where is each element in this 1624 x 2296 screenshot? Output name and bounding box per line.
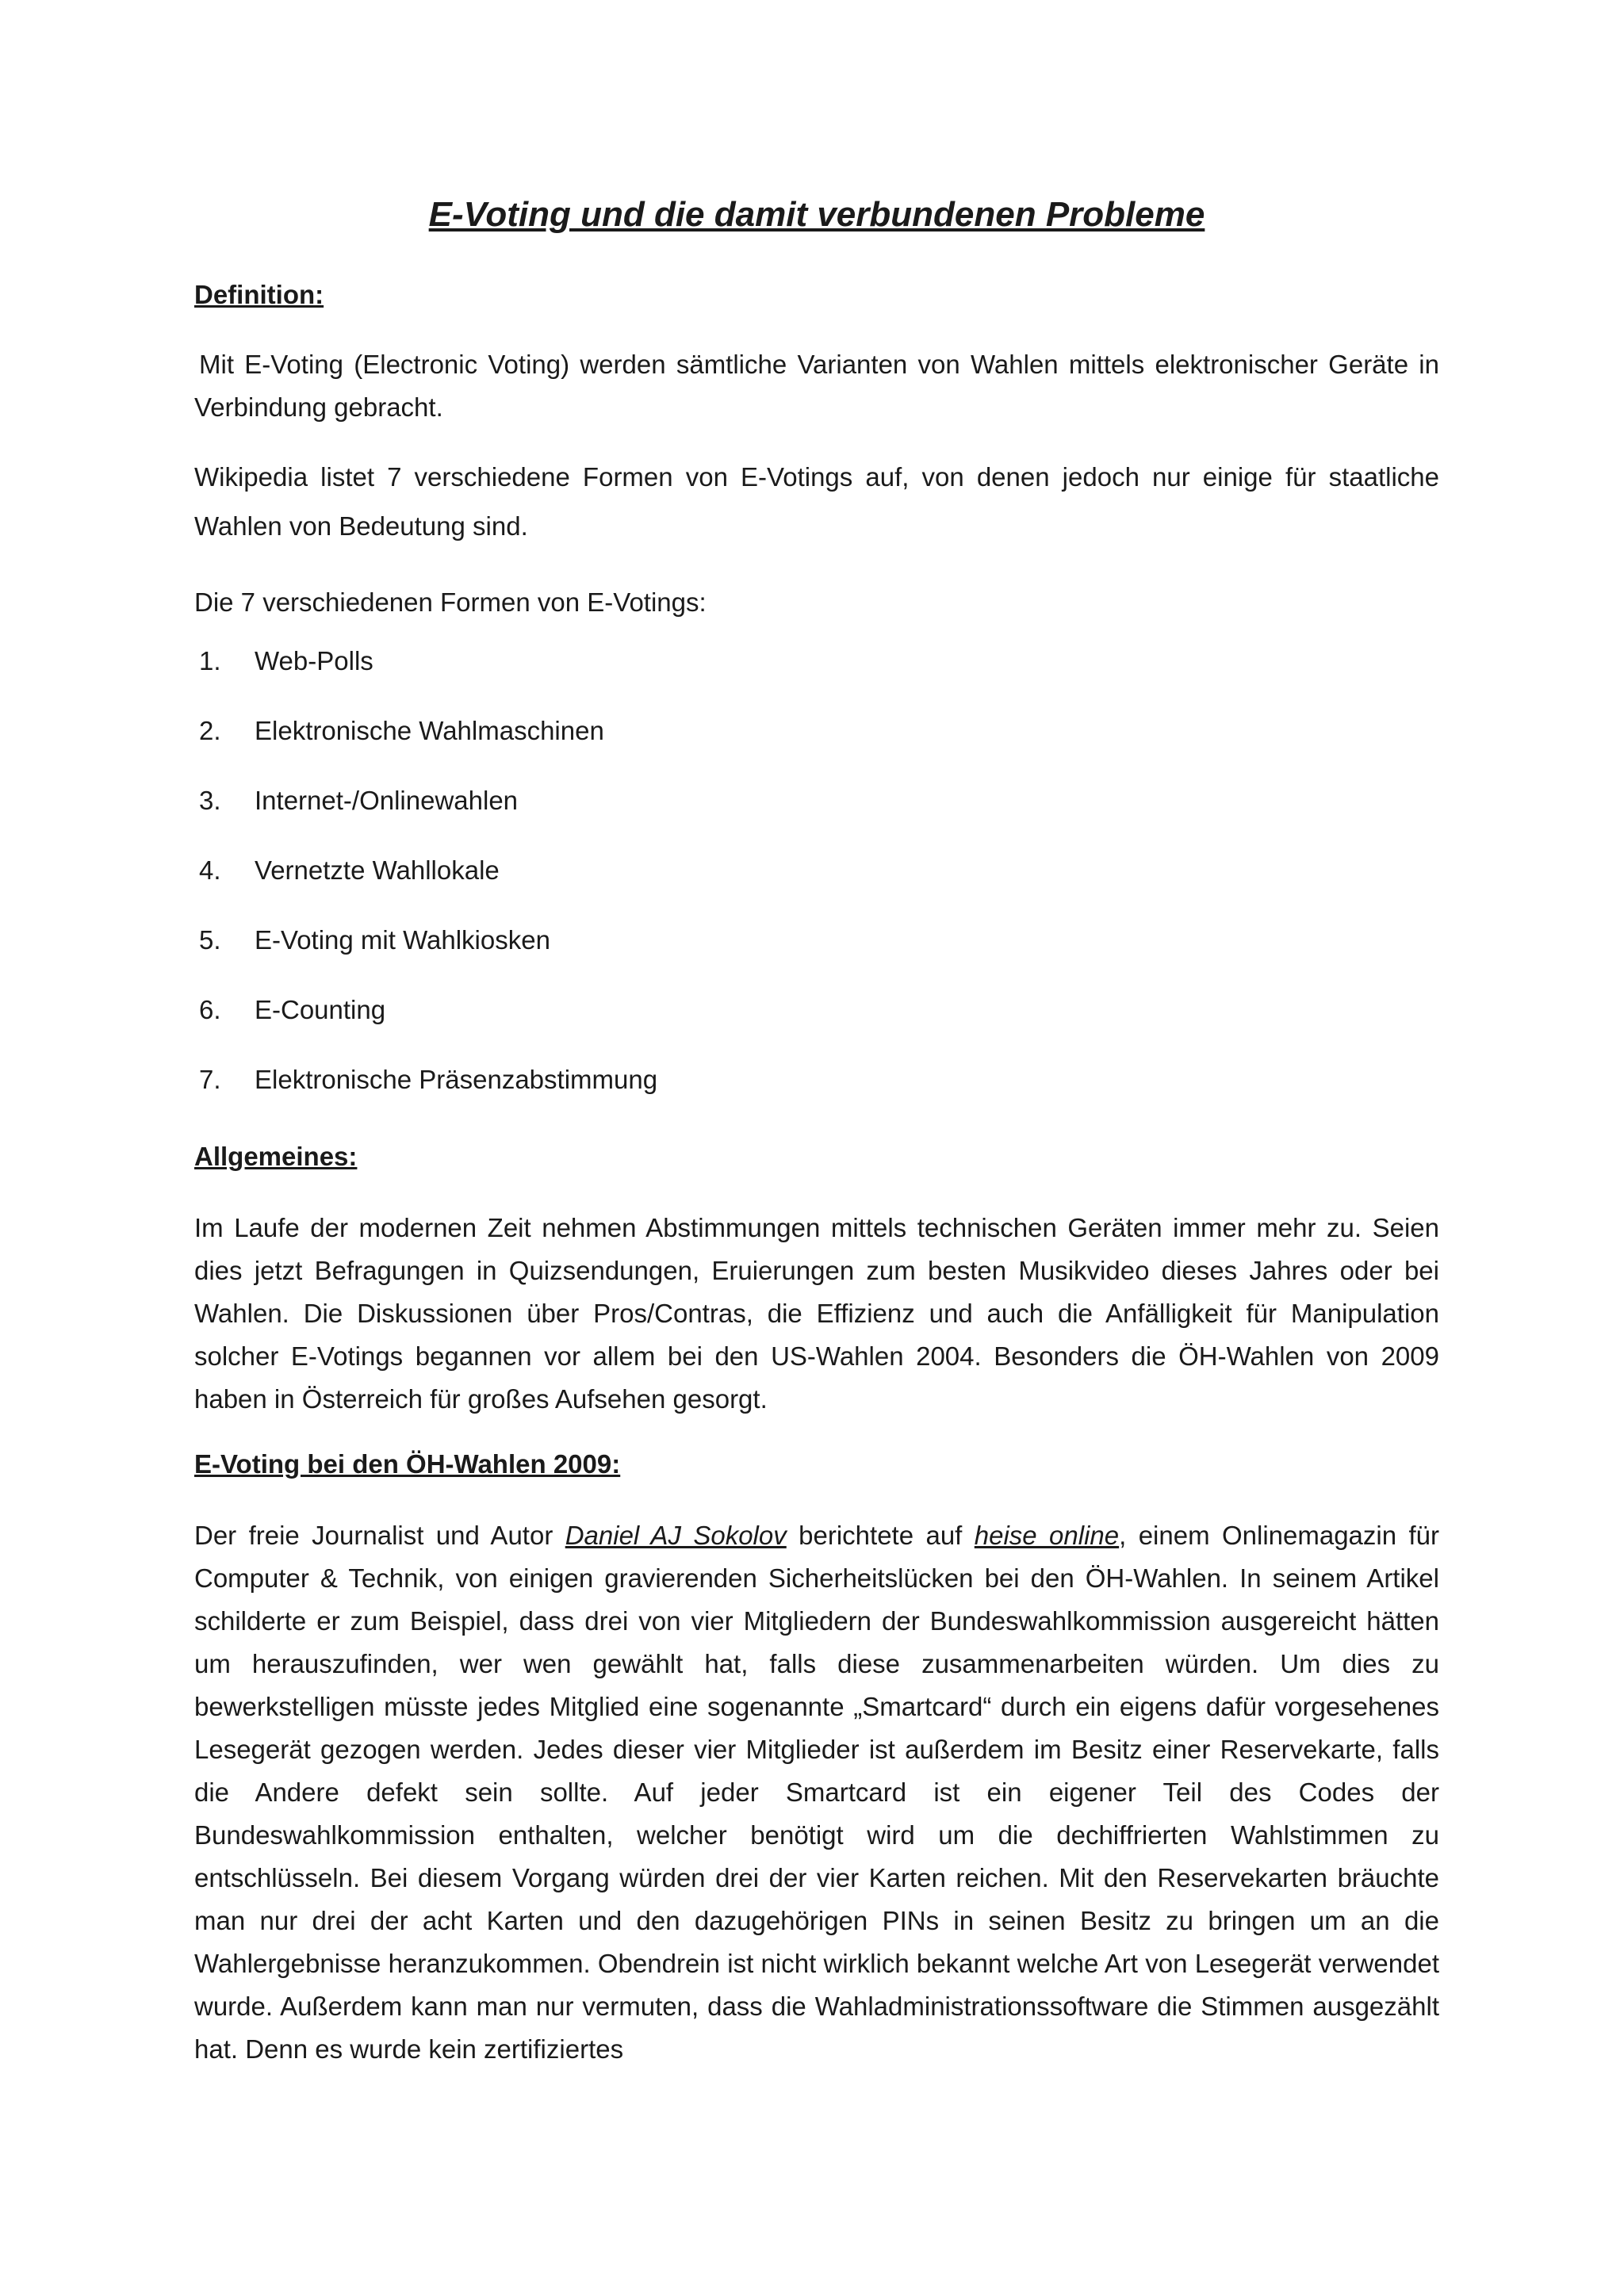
oeh-text-part-2: berichtete auf xyxy=(786,1521,975,1550)
list-item-label: Elektronische Präsenzabstimmung xyxy=(255,1065,658,1094)
list-item-label: Internet-/Onlinewahlen xyxy=(255,786,519,815)
list-item-number: 1. xyxy=(199,646,221,675)
list-item xyxy=(194,993,657,1062)
list-item-number: 2. xyxy=(199,716,221,745)
heading-general: Allgemeines: xyxy=(194,1142,358,1171)
list-item xyxy=(194,1062,657,1132)
list-item-label: Elektronische Wahlmaschinen xyxy=(255,716,604,745)
heise-online-link[interactable]: heise online xyxy=(974,1521,1120,1550)
oeh-paragraph xyxy=(194,1514,1439,2071)
general-paragraph: Im Laufe der modernen Zeit nehmen Abstimmungen mittels technischen Geräten immer mehr zu. Seien dies jetzt Befragungen in Quizsendungen, Eruierungen zum besten Musikvideo dieses Jahres oder bei Wahlen. Die Diskussionen über Pros/Contras, die Effizienz und auch die Anfälligkeit für Manipulation solcher E-Votings begannen vor allem bei den US-Wahlen 2004. Besonders die ÖH-Wahlen von 2009 haben in Österreich für großes Aufsehen gesorgt. xyxy=(194,1213,1439,1414)
oeh-text-part-1: Der freie Journalist und Autor xyxy=(194,1521,565,1550)
list-item xyxy=(194,923,657,993)
list-item xyxy=(194,783,657,853)
list-item-number: 4. xyxy=(199,855,221,885)
list-item xyxy=(194,644,657,714)
list-item-label: E-Voting mit Wahlkiosken xyxy=(255,925,550,955)
list-item xyxy=(194,853,657,923)
list-item-number: 6. xyxy=(199,995,221,1024)
oeh-text-part-3: , einem Onlinemagazin für Computer & Technik, von einigen gravierenden Sicherheitslücken bei den ÖH-Wahlen. In seinem Artikel schilderte er zum Beispiel, dass drei von vier Mitgliedern der Bundeswahlkommission ausgereicht hätten um herauszufinden, wer wen gewählt hat, falls diese zusammenarbeiten würden. Um dies zu bewerkstelligen müsste jedes Mitglied eine sogenannte „Smartcard“ durch ein eigens dafür vorgesehenes Lesegerät gezogen werden. Jedes dieser vier Mitglieder ist außerdem im Besitz einer Reservekarte, falls die Andere defekt sein sollte. Auf jeder Smartcard ist ein eigener Teil des Codes der Bundeswahlkommission enthalten, welcher benötigt wird um die dechiffrierten Wahlstimmen zu entschlüsseln. Bei diesem Vorgang würden drei der vier Karten reichen. Mit den Reservekarten bräuchte man nur drei der acht Karten und den dazugehörigen PINs in seinen Besitz zu bringen um an die Wahlergebnisse heranzukommen. Obendrein ist nicht wirklich bekannt welche Art von Lesegerät verwendet wurde. Außerdem kann man nur vermuten, dass die Wahladministrationssoftware die Stimmen ausgezählt hat. Denn es wurde kein zertifiziertes xyxy=(194,1521,1439,2064)
list-item-number: 3. xyxy=(199,786,221,815)
definition-paragraph-1: Mit E-Voting (Electronic Voting) werden sämtliche Varianten von Wahlen mittels elektronischer Geräte in Verbindung gebracht. xyxy=(194,350,1439,422)
list-item-label: Web-Polls xyxy=(255,646,373,675)
list-item-number: 7. xyxy=(199,1065,221,1094)
evoting-forms-list xyxy=(194,644,657,1132)
list-item-label: E-Counting xyxy=(255,995,386,1024)
list-intro: Die 7 verschiedenen Formen von E-Votings: xyxy=(194,587,707,617)
heading-definition: Definition: xyxy=(194,280,324,309)
author-link[interactable]: Daniel AJ Sokolov xyxy=(565,1521,787,1550)
list-item-number: 5. xyxy=(199,925,221,955)
list-item-label: Vernetzte Wahllokale xyxy=(255,855,500,885)
list-item xyxy=(194,714,657,783)
document-title: E-Voting und die damit verbundenen Probleme xyxy=(428,195,1205,234)
definition-paragraph-2: Wikipedia listet 7 verschiedene Formen von E-Votings auf, von denen jedoch nur einige für staatliche Wahlen von Bedeutung sind. xyxy=(194,462,1439,541)
heading-oeh-elections: E-Voting bei den ÖH-Wahlen 2009: xyxy=(194,1449,621,1479)
